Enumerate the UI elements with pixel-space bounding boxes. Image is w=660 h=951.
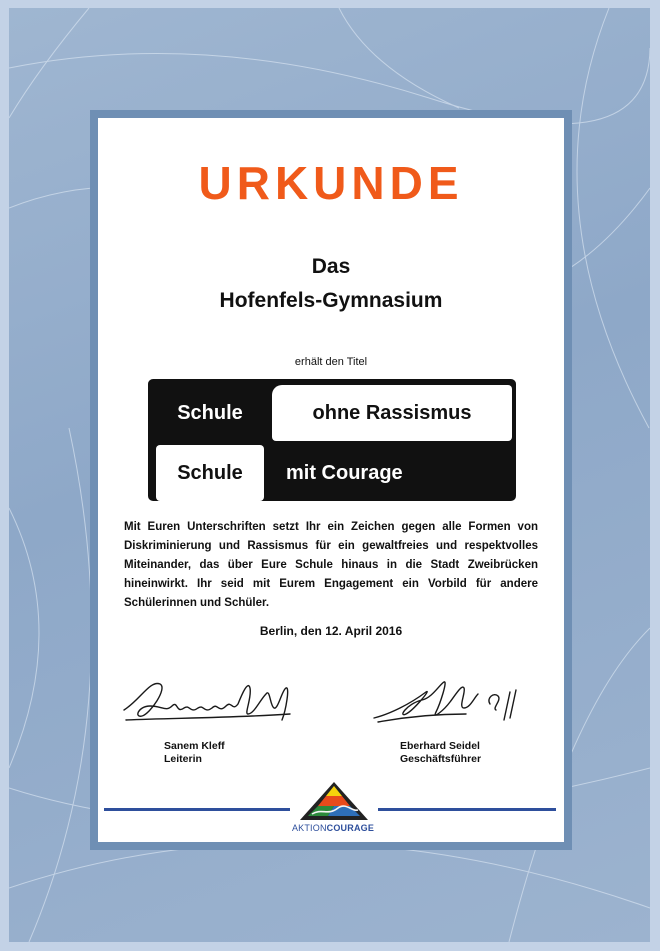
certificate-paper bbox=[98, 118, 564, 842]
recipient-school-name: Hofenfels-Gymnasium bbox=[219, 289, 443, 312]
aktion-courage-triangle-logo-icon bbox=[298, 780, 370, 820]
schule-ohne-rassismus-logo bbox=[148, 379, 528, 509]
signatory-left-role: Leiterin bbox=[164, 753, 202, 765]
logo-row2-left: Schule bbox=[156, 445, 264, 501]
footer-rule-left bbox=[104, 808, 290, 811]
signatory-right-name: Eberhard Seidel bbox=[400, 740, 480, 752]
signature-eberhard-seidel-icon bbox=[370, 674, 540, 734]
certificate bbox=[90, 110, 572, 850]
footer-rule-right bbox=[378, 808, 556, 811]
certificate-body: Mit Euren Unterschriften setzt Ihr ein Zeichen gegen alle Formen von Diskriminierung und Rassismus für ein gewaltfreies und respektvolles Miteinander, das über Eure Schule hinaus in die Stadt Zweibrücken hineinwirkt. Ihr seid mit Eurem Engagement ein Vorbild für andere Schülerinnen und Schüler. bbox=[124, 521, 538, 609]
certificate-title: URKUNDE bbox=[198, 157, 464, 209]
logo-box bbox=[148, 379, 516, 501]
signatory-right-role: Geschäftsführer bbox=[400, 753, 482, 765]
signatory-left bbox=[164, 740, 225, 766]
wordmark-courage: COURAGE bbox=[326, 823, 375, 833]
logo-row2-right: mit Courage bbox=[286, 462, 403, 484]
recipient-article: Das bbox=[311, 255, 351, 278]
aktion-courage-wordmark bbox=[283, 823, 383, 833]
logo-row1-left: Schule bbox=[177, 402, 243, 424]
certificate-date: Berlin, den 12. April 2016 bbox=[259, 624, 403, 638]
recipient bbox=[98, 250, 564, 318]
signatory-left-name: Sanem Kleff bbox=[164, 740, 225, 752]
wordmark-aktion: AKTION bbox=[291, 823, 327, 833]
subtitle: erhält den Titel bbox=[294, 356, 368, 368]
signature-sanem-kleff-icon bbox=[120, 670, 300, 734]
signatory-right bbox=[400, 740, 481, 766]
logo-row1-right: ohne Rassismus bbox=[272, 385, 512, 441]
